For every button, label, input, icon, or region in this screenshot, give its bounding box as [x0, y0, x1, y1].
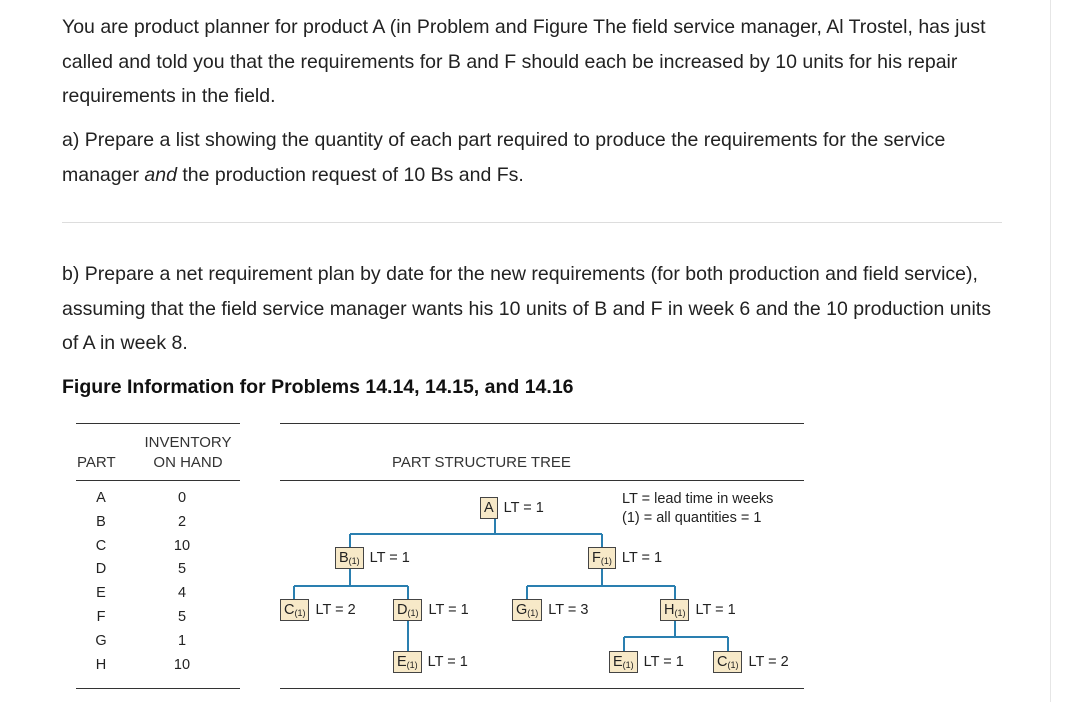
- tree-node-box: [480, 497, 498, 519]
- tree-node-label: B: [339, 550, 349, 566]
- table-cell-part: C: [95, 537, 107, 554]
- table-cell-inventory: 5: [177, 609, 187, 625]
- tree-legend-qty: (1) = all quantities = 1: [622, 510, 762, 526]
- table-cell-inventory: 10: [173, 656, 191, 673]
- tree-node-box: [609, 651, 638, 673]
- part-a-end: the production request of 10 Bs and Fs.: [176, 163, 524, 186]
- tree-legend-lt: LT = lead time in weeks: [622, 491, 774, 507]
- tree-node-label: E: [613, 654, 623, 670]
- tree-node-quantity: (1): [727, 660, 739, 670]
- tree-node-leadtime: LT = 2: [315, 602, 356, 618]
- table-cell-part: E: [96, 585, 106, 602]
- tree-node-label: H: [664, 602, 675, 618]
- tree-node-box: [660, 599, 689, 621]
- tree-node-quantity: (1): [406, 660, 418, 670]
- tree-node-label: F: [592, 550, 601, 566]
- tree-node-leadtime: LT = 1: [427, 654, 468, 670]
- tree-node-leadtime: LT = 1: [621, 550, 663, 566]
- tree-node-label: E: [397, 654, 407, 670]
- table-cell-part: D: [95, 561, 107, 578]
- table-header-inventory-2: ON HAND: [153, 454, 223, 471]
- table-cell-inventory: 0: [177, 490, 187, 506]
- tree-node-label: D: [397, 602, 408, 618]
- part-a-start: a) Prepare a list showing the quantity of each part required to produce the requirements for the service manager: [62, 129, 946, 186]
- table-cell-part: B: [96, 513, 106, 530]
- table-cell-inventory: 2: [177, 513, 187, 530]
- problem-part-b: b) Prepare a net requirement plan by date for the new requirements (for both production and field service), assuming that the field service manager wants his 10 units of B and F in week 6 and the 10 production units of A in week 8.: [62, 263, 991, 354]
- tree-node-quantity: (1): [527, 608, 539, 618]
- tree-node-quantity: (1): [294, 608, 306, 618]
- tree-node-e1: [393, 651, 468, 673]
- table-cell-inventory: 5: [177, 561, 187, 578]
- table-header-part: PART: [77, 454, 116, 471]
- tree-node-leadtime: LT = 2: [748, 654, 789, 670]
- tree-node-label: A: [484, 500, 494, 516]
- tree-node-leadtime: LT = 1: [643, 654, 684, 670]
- tree-node-c2: [713, 651, 789, 673]
- tree-node-b: [335, 547, 410, 569]
- tree-node-box: [713, 651, 742, 673]
- tree-node-leadtime: LT = 3: [548, 602, 589, 618]
- table-header-inventory-1: INVENTORY: [144, 434, 232, 451]
- tree-node-g: [512, 599, 588, 621]
- tree-node-box: [280, 599, 309, 621]
- tree-title: PART STRUCTURE TREE: [392, 454, 571, 471]
- tree-node-h: [660, 599, 736, 621]
- tree-node-leadtime: LT = 1: [369, 550, 410, 566]
- table-cell-part: G: [95, 632, 107, 649]
- tree-node-c1: [280, 599, 356, 621]
- tree-node-box: [393, 651, 422, 673]
- table-cell-inventory: 4: [177, 585, 187, 602]
- table-cell-inventory: 10: [173, 537, 191, 554]
- tree-node-leadtime: LT = 1: [695, 602, 736, 618]
- tree-node-a: [480, 497, 544, 519]
- tree-node-quantity: (1): [407, 608, 419, 618]
- tree-node-quantity: (1): [674, 608, 686, 618]
- tree-node-label: G: [516, 602, 528, 618]
- figure-heading: Figure Information for Problems 14.14, 14.15, and 14.16: [62, 376, 574, 398]
- table-cell-part: A: [96, 490, 106, 506]
- table-cell-inventory: 1: [177, 632, 187, 649]
- tree-node-e2: [609, 651, 684, 673]
- problem-intro: You are product planner for product A (in Problem and Figure The field service manager, Al Trostel, has just called and told you that the requirements for B and F should each be increased by 10 units for his repair requirements in the field.: [62, 16, 986, 107]
- tree-node-quantity: (1): [600, 556, 612, 566]
- tree-node-box: [512, 599, 542, 621]
- table-cell-part: H: [95, 656, 107, 673]
- tree-node-f: [588, 547, 662, 569]
- table-cell-part: F: [96, 609, 106, 625]
- tree-node-leadtime: LT = 1: [428, 602, 469, 618]
- tree-node-quantity: (1): [622, 660, 634, 670]
- tree-node-box: [335, 547, 364, 569]
- tree-node-label: C: [284, 602, 295, 618]
- tree-node-label: C: [717, 654, 728, 670]
- tree-node-d: [393, 599, 469, 621]
- part-a-emphasis: and: [144, 163, 177, 186]
- tree-node-box: [588, 547, 616, 569]
- tree-node-quantity: (1): [348, 556, 360, 566]
- tree-node-box: [393, 599, 422, 621]
- tree-node-leadtime: LT = 1: [503, 500, 544, 516]
